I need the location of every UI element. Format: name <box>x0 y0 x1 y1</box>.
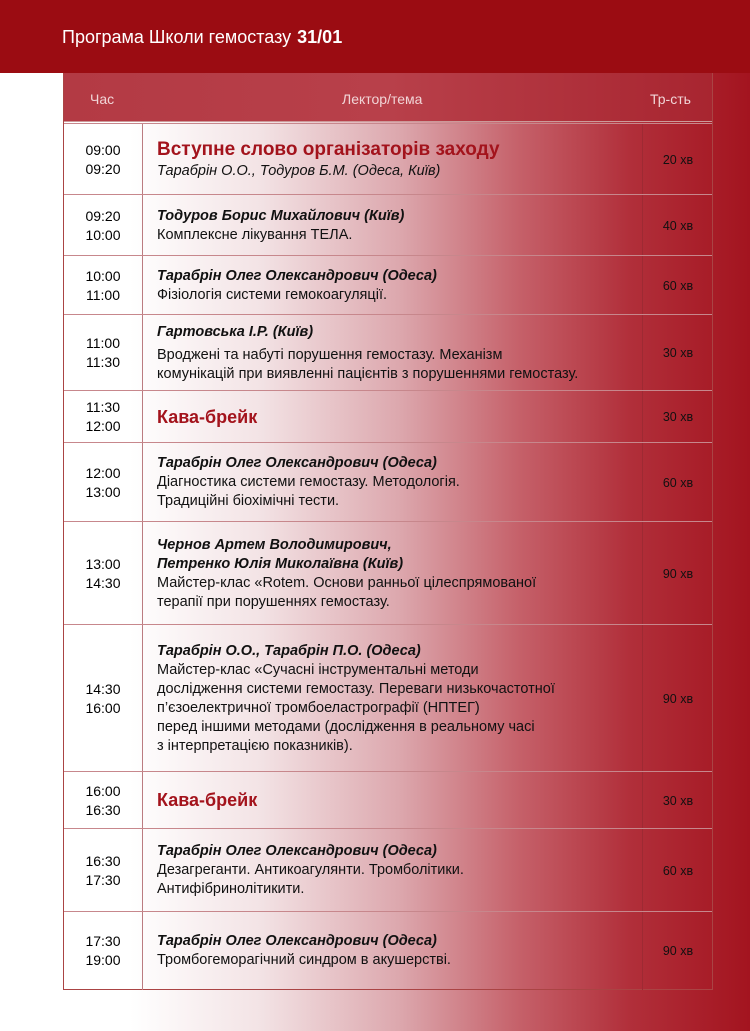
table-row <box>64 390 712 443</box>
end-time: 16:00 <box>85 699 121 716</box>
time-cell <box>64 256 143 315</box>
topic-line: перед іншими методами (дослідження в реальному часі <box>157 718 535 735</box>
duration-cell: 60 хв <box>662 278 694 293</box>
topic-cell <box>143 829 643 912</box>
speaker: Тарабрін Олег Олександрович (Одеса) <box>157 933 437 949</box>
start-time: 09:20 <box>85 207 121 224</box>
start-time: 11:30 <box>86 399 120 415</box>
topic-line: Діагностика системи гемостазу. Методологія. <box>157 474 460 490</box>
topic-line: Майстер-клас «Rotem. Основи ранньої цілеспрямованої <box>157 574 537 591</box>
table-header <box>64 73 712 122</box>
speaker: Тарабрін Олег Олександрович (Одеса) <box>157 843 437 859</box>
topic-line: дослідження системи гемостазу. Переваги низькочастотної <box>157 680 555 697</box>
end-time: 11:00 <box>86 286 120 303</box>
topic-cell <box>143 124 643 195</box>
end-time: 13:00 <box>85 483 121 500</box>
topic-cell <box>143 522 643 625</box>
speaker: Тарабрін О.О., Тарабрін П.О. (Одеса) <box>157 642 421 659</box>
topic-line: п’єзоелектричної тромбоеластрографії (НПТЕГ) <box>157 699 480 716</box>
duration-cell: 90 хв <box>662 566 694 581</box>
duration-cell: 90 хв <box>662 691 694 706</box>
topic-cell <box>143 391 643 443</box>
speaker: Тарабрін О.О., Тодуров Б.М. (Одеса, Київ) <box>157 163 441 179</box>
start-time: 17:30 <box>85 933 121 949</box>
topic-line: Фізіологія системи гемокоагуляції. <box>157 286 387 303</box>
topic-line: Комплексне лікування ТЕЛА. <box>157 226 353 243</box>
time-cell <box>64 391 143 443</box>
topic-line: Антифібринолітикити. <box>157 881 305 897</box>
topic-cell <box>143 912 643 990</box>
speaker: Тарабрін Олег Олександрович (Одеса) <box>157 267 437 284</box>
start-time: 16:30 <box>85 852 121 869</box>
end-time: 12:00 <box>85 418 121 434</box>
end-time: 10:00 <box>85 226 121 243</box>
start-time: 10:00 <box>85 267 121 284</box>
time-cell <box>64 124 143 195</box>
schedule-table <box>63 73 713 990</box>
end-time: 16:30 <box>85 801 121 818</box>
topic-line: Майстер-клас «Сучасні інструментальні методи <box>157 661 479 678</box>
topic-line: терапії при порушеннях гемостазу. <box>157 593 390 610</box>
duration-cell: 30 хв <box>662 410 694 424</box>
table-row <box>64 194 712 256</box>
speaker: Гартовська І.Р. (Київ) <box>157 323 314 340</box>
duration-cell: 40 хв <box>662 218 694 233</box>
start-time: 11:00 <box>86 335 120 351</box>
topic-cell <box>143 443 643 522</box>
start-time: 13:00 <box>85 555 121 572</box>
topic-cell <box>143 195 643 256</box>
duration-cell: 60 хв <box>662 475 694 490</box>
page-header <box>0 0 750 73</box>
topic-line: Тромбогеморагічний синдром в акушерстві. <box>157 952 451 968</box>
session-title: Вступне слово організаторів заходу <box>157 139 500 160</box>
end-time: 09:20 <box>85 160 121 177</box>
column-header-duration: Тр-сть <box>650 91 691 107</box>
column-header-topic: Лектор/тема <box>342 91 423 107</box>
start-time: 09:00 <box>85 141 121 158</box>
duration-cell: 20 хв <box>662 152 694 167</box>
table-row <box>64 123 712 195</box>
duration-cell: 60 хв <box>662 863 694 878</box>
column-header-time: Час <box>90 91 115 107</box>
topic-cell <box>143 315 643 391</box>
end-time: 14:30 <box>85 574 121 591</box>
time-cell <box>64 829 143 912</box>
duration-cell: 90 хв <box>662 944 694 958</box>
time-cell <box>64 912 143 990</box>
topic-cell <box>143 625 643 772</box>
topic-cell <box>143 256 643 315</box>
end-time: 19:00 <box>85 952 121 968</box>
table-row <box>64 771 712 829</box>
duration-cell: 30 хв <box>662 793 694 808</box>
speaker: Тарабрін Олег Олександрович (Одеса) <box>157 455 437 471</box>
coffee-break-label: Кава-брейк <box>157 790 258 810</box>
table-row <box>64 828 712 912</box>
speaker: Чернов Артем Володимирович, <box>157 536 392 553</box>
program-date: 31/01 <box>297 27 343 47</box>
time-cell <box>64 195 143 256</box>
topic-line: Традиційні біохімічні тести. <box>157 493 340 509</box>
topic-line: Дезагреганти. Антикоагулянти. Тромболітики. <box>157 862 464 878</box>
topic-line: Вроджені та набуті порушення гемостазу. Механізм <box>157 346 503 363</box>
speaker: Тодуров Борис Михайлович (Київ) <box>157 207 405 224</box>
start-time: 12:00 <box>85 464 121 481</box>
time-cell <box>64 443 143 522</box>
table-row <box>64 521 712 625</box>
page-title <box>62 27 342 48</box>
table-row <box>64 624 712 772</box>
table-row <box>64 911 712 990</box>
duration-cell: 30 хв <box>662 346 694 360</box>
time-cell <box>64 625 143 772</box>
table-row <box>64 255 712 315</box>
program-title: Програма Школи гемостазу <box>62 27 292 47</box>
topic-line: з інтерпретацією показників). <box>157 737 353 754</box>
time-cell <box>64 772 143 829</box>
end-time: 11:30 <box>86 354 120 370</box>
start-time: 14:30 <box>85 680 121 697</box>
start-time: 16:00 <box>85 782 121 799</box>
topic-cell <box>143 772 643 829</box>
table-row <box>64 442 712 522</box>
table-row <box>64 314 712 391</box>
coffee-break-label: Кава-брейк <box>157 406 258 427</box>
time-cell <box>64 522 143 625</box>
speaker: Петренко Юлія Миколаївна (Київ) <box>157 555 404 572</box>
topic-line: комунікацій при виявленні пацієнтів з порушеннями гемостазу. <box>157 365 579 382</box>
time-cell <box>64 315 143 391</box>
end-time: 17:30 <box>85 871 121 888</box>
